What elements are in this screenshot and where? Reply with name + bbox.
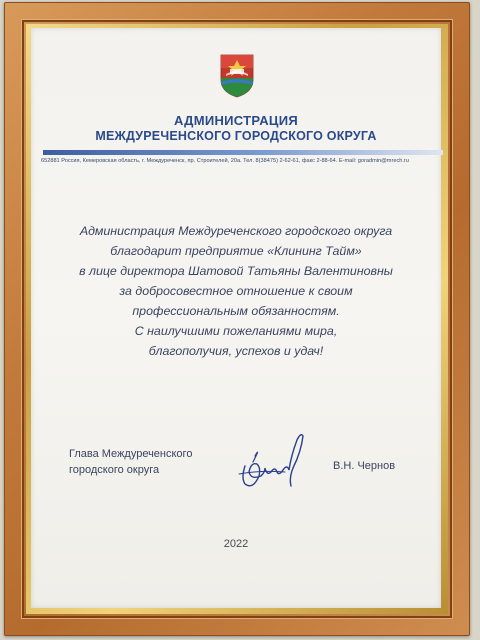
body-line: профессиональным обязанностям.: [132, 304, 340, 318]
body-line: в лице директора Шатовой Татьяны Валентиновны: [79, 264, 393, 278]
body-line: за добросовестное отношение к своим: [119, 284, 353, 298]
body-line: благодарит предприятие «Клининг Тайм»: [110, 244, 362, 258]
header-rule: [43, 150, 443, 155]
signatory-role-line1: Глава Междуреченского: [69, 448, 193, 460]
certificate-paper: [31, 28, 441, 608]
body-line: Администрация Междуреченского городского округа: [79, 224, 393, 238]
org-title-line2: МЕЖДУРЕЧЕНСКОГО ГОРОДСКОГО ОКРУГА: [95, 129, 377, 143]
gratitude-text: [41, 221, 431, 361]
handwritten-signature-icon: [231, 426, 311, 496]
org-title-line1: АДМИНИСТРАЦИЯ: [173, 113, 299, 128]
picture-frame: [4, 2, 470, 636]
org-address: 652881 Россия, Кемеровская область, г. Междуреченск, пр. Строителей, 20а. Тел. 8(38475) 2-62-61, факс 2-88-64. E-mail: goradmin@mrech.ru: [41, 158, 409, 164]
document-year: 2022: [223, 538, 249, 550]
signatory-role: [69, 446, 192, 478]
signatory-role-line2: городского округа: [69, 464, 160, 476]
city-coat-of-arms-icon: [220, 54, 254, 98]
body-line: благополучия, успехов и удач!: [148, 344, 324, 358]
body-line: С наилучшими пожеланиями мира,: [134, 324, 338, 338]
signatory-name: В.Н. Чернов: [333, 460, 396, 472]
